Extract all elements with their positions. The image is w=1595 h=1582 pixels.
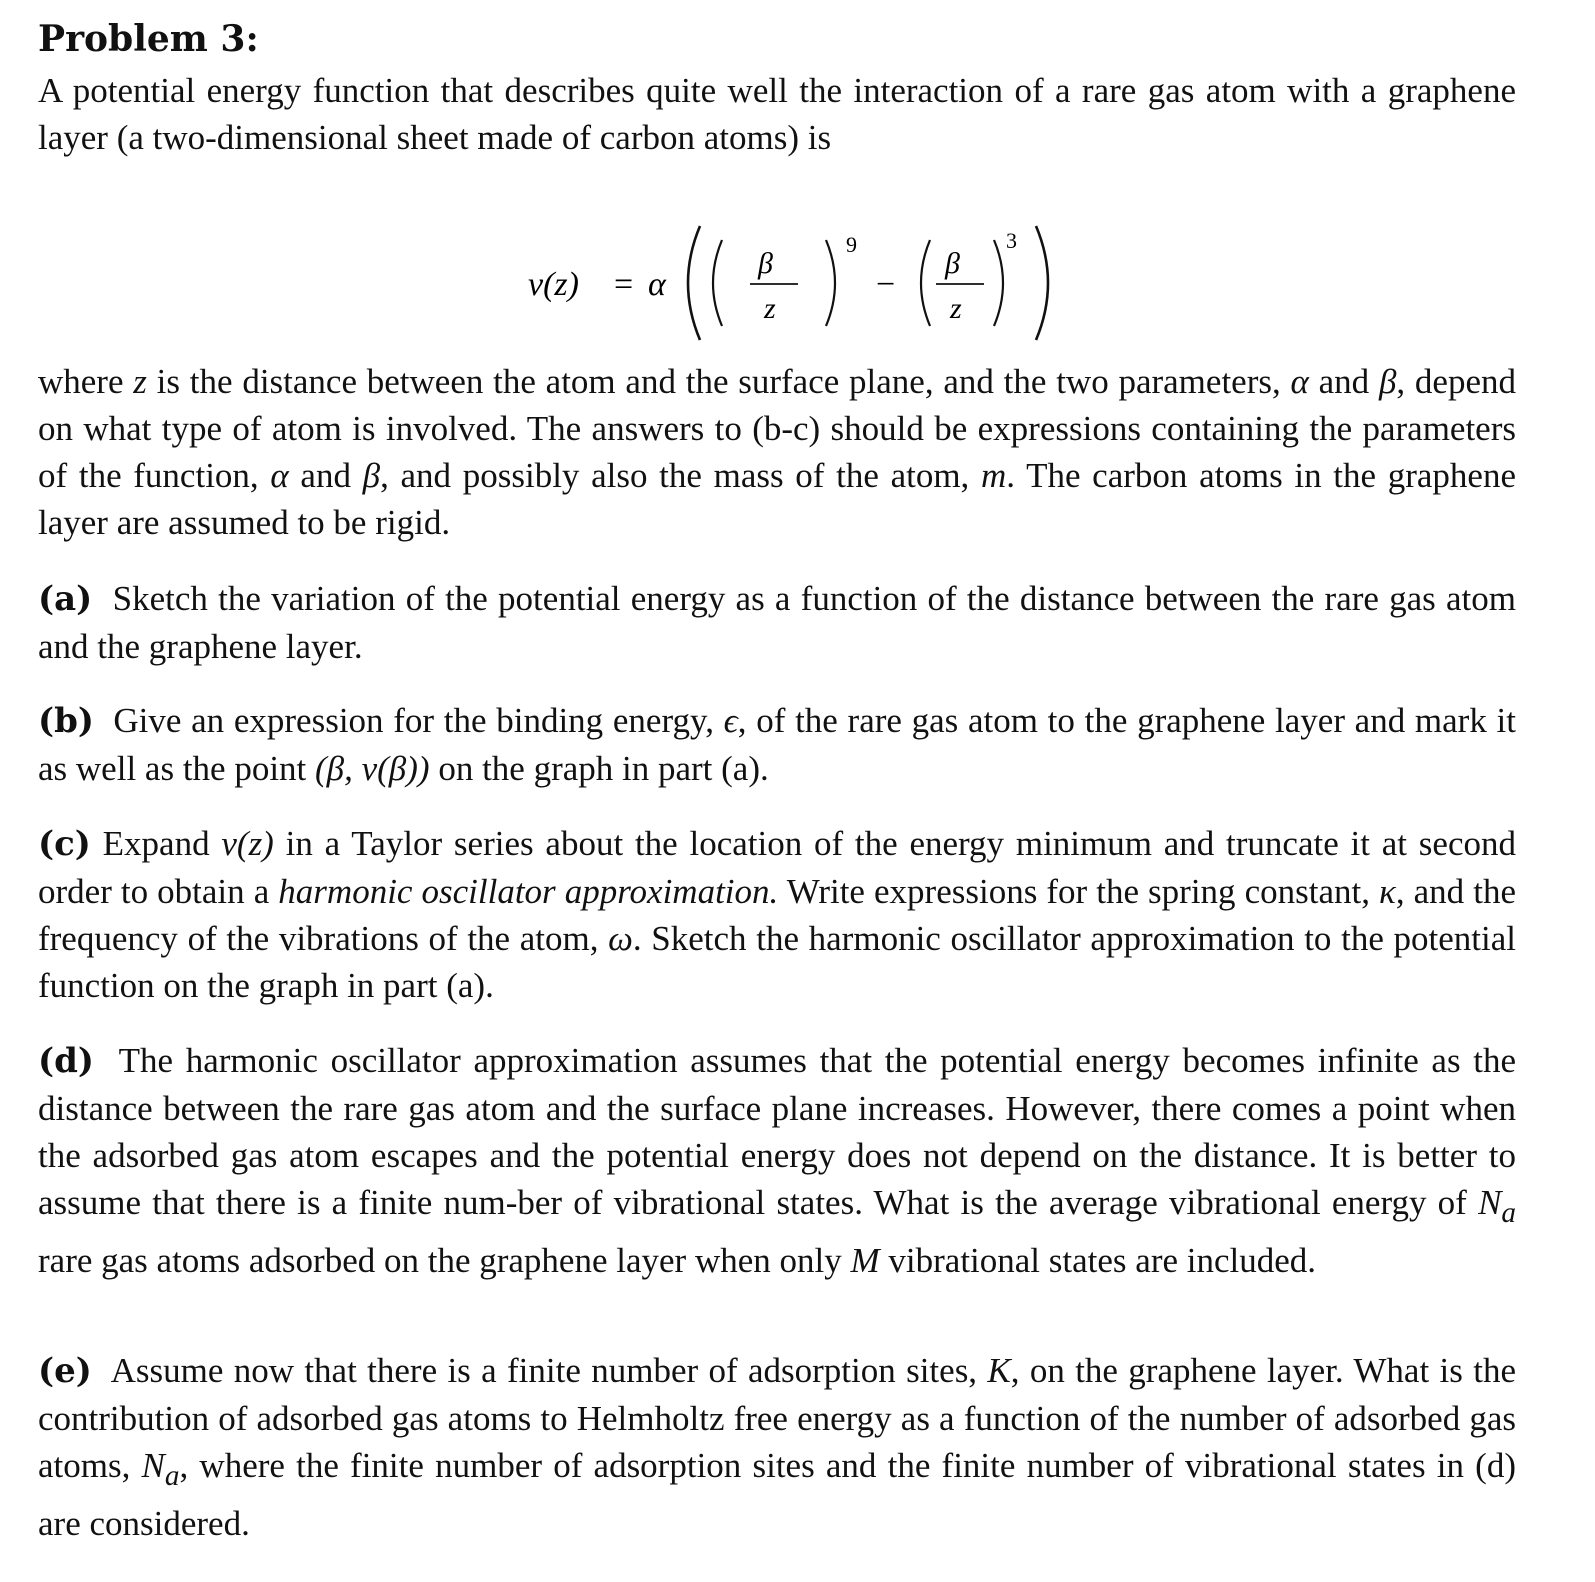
where-text-3: and (1308, 362, 1379, 401)
var-kappa: κ (1379, 872, 1396, 911)
var-N: N (1478, 1183, 1502, 1222)
var-epsilon: ϵ (723, 701, 738, 740)
part-c-text-1: Expand (102, 824, 222, 863)
eq-minus: − (876, 266, 896, 303)
eq-beta-1: β (758, 247, 773, 280)
part-d (38, 1037, 1516, 1284)
part-b-text-2: , of the rare gas atom to the graphene layer and mark it as well as the point (38, 701, 1516, 788)
outer-left-paren (688, 226, 700, 340)
var-K: K (987, 1351, 1011, 1390)
var-beta: β (1378, 362, 1397, 401)
part-d-text-3: vibrational states are included. (879, 1241, 1317, 1280)
where-text-6: , and possibly also the mass of the atom, (380, 456, 981, 495)
part-a-label: (a) (38, 579, 93, 619)
part-c-label: (c) (38, 824, 91, 864)
part-b (38, 697, 1516, 792)
part-e-text-2: , on the graphene layer. What is the contribution of adsorbed gas atoms to Helmholtz free energy as a function of the number of adsorbed gas atoms, (38, 1351, 1516, 1485)
outer-right-paren (1036, 226, 1048, 340)
var-alpha-2: α (270, 456, 289, 495)
eq-exponent-3: 3 (1006, 228, 1017, 253)
inner-right-paren-1 (826, 240, 835, 326)
where-text-2: is the distance between the atom and the surface plane, and the two parameters, (146, 362, 1291, 401)
point-beta: (β, v(β)) (315, 749, 430, 788)
eq-z-2: z (950, 292, 962, 325)
problem-title: Problem 3: (38, 18, 259, 60)
eq-beta-2: β (945, 247, 960, 280)
part-c-text-3: Write expressions for the spring constant, (778, 872, 1380, 911)
part-d-text-1: The harmonic oscillator approximation assumes that the potential energy becomes infinite as the distance between the rare gas atom and the surface plane increases. However, there comes a point when the adsorbed gas atom escapes and the potential energy does not depend on the distance. It is better to assume that there is a finite num-ber of vibrational states. What is the average vibrational energy of (38, 1041, 1516, 1222)
part-e (38, 1347, 1516, 1547)
part-d-label: (d) (38, 1041, 94, 1081)
var-N-subscript: a (1501, 1197, 1516, 1229)
part-c-text-4: , and the frequency of the vibrations of the atom, (38, 872, 1516, 958)
var-omega: ω (608, 919, 633, 958)
inner-left-paren-2 (921, 240, 930, 326)
part-b-text-1: Give an expression for the binding energy, (113, 701, 724, 740)
part-c-text-2: in a Taylor series about the location of the energy minimum and truncate it at second order to obtain a (38, 824, 1516, 911)
where-text-4: , depend on what type of atom is involved. The answers to (b-c) should be expressions containing the parameters of the function, (38, 362, 1516, 495)
part-d-text-2: rare gas atoms adsorbed on the graphene layer when only (38, 1241, 851, 1280)
var-beta-2: β (362, 456, 381, 495)
part-e-text-1: Assume now that there is a finite number of adsorption sites, (110, 1351, 988, 1390)
part-a-text: Sketch the variation of the potential energy as a function of the distance between the rare gas atom and the graphene layer. (38, 579, 1517, 666)
intro-paragraph (38, 67, 1516, 161)
part-b-label: (b) (38, 701, 94, 741)
where-text-7: . The carbon atoms in the graphene layer are assumed to be rigid. (38, 456, 1516, 542)
var-alpha: α (1290, 362, 1309, 401)
where-paragraph (38, 358, 1516, 546)
inner-right-paren-2 (994, 240, 1003, 326)
intro-text: A potential energy function that describes quite well the interaction of a rare gas atom with a graphene layer (a two-dimensional sheet made of carbon atoms) is (38, 71, 1516, 157)
eq-exponent-9: 9 (846, 232, 857, 257)
where-text-1: where (38, 362, 134, 401)
where-text-5: and (288, 456, 363, 495)
eq-lhs: v(z) (528, 266, 579, 303)
part-e-text-3: , where the finite number of adsorption sites and the finite number of vibrational states in (d) are considered. (38, 1446, 1516, 1543)
part-c (38, 820, 1516, 1009)
var-M: M (850, 1241, 880, 1280)
part-a (38, 575, 1516, 670)
part-c-emphasis: harmonic oscillator approximation. (278, 872, 779, 911)
var-vz: v(z) (221, 824, 274, 863)
var-z: z (133, 362, 147, 401)
potential-equation (528, 218, 1088, 348)
var-N-e: N (141, 1446, 165, 1485)
part-b-text-3: on the graph in part (a). (429, 749, 769, 788)
eq-alpha: α (648, 266, 666, 303)
var-N-e-subscript: a (164, 1460, 180, 1492)
inner-left-paren-1 (713, 240, 722, 326)
eq-z-1: z (764, 292, 776, 325)
part-c-text-5: . Sketch the harmonic oscillator approximation to the potential function on the graph in part (a). (38, 919, 1516, 1005)
var-m: m (981, 456, 1007, 495)
equation-svg (528, 218, 1088, 348)
part-e-label: (e) (38, 1351, 92, 1391)
eq-equals: = (614, 266, 634, 303)
